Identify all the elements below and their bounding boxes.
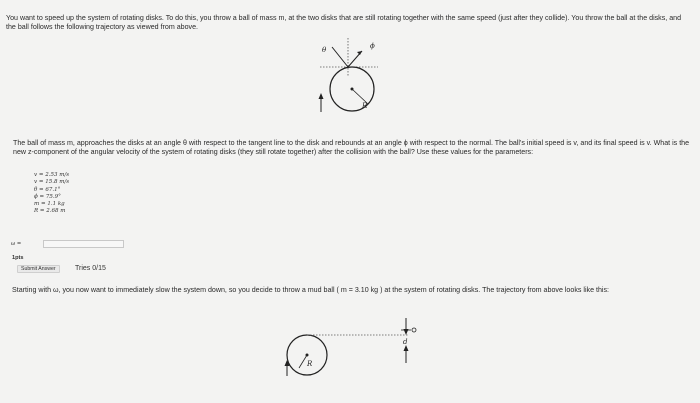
tries-counter: Tries 0/15 bbox=[75, 265, 106, 272]
param-phi: ϕ = 75.9° bbox=[34, 193, 61, 200]
radius-label: R bbox=[362, 102, 368, 110]
answer-label: ω = bbox=[11, 241, 22, 247]
points-label: 1pts bbox=[12, 255, 24, 261]
phi-label: ϕ bbox=[370, 42, 375, 50]
trajectory-figure-1 bbox=[300, 38, 410, 118]
submit-answer-button[interactable]: Submit Answer bbox=[17, 265, 60, 273]
d-label: d bbox=[403, 338, 408, 346]
param-m: m = 1.1 kg bbox=[34, 201, 65, 208]
param-vi: v = 2.53 m/s bbox=[34, 172, 70, 178]
answer-input[interactable] bbox=[43, 240, 124, 248]
param-vf: v = 15.8 m/s bbox=[34, 179, 70, 186]
radius-label-2: R bbox=[307, 360, 313, 368]
question-text: The ball of mass m, approaches the disks at an angle θ with respect to the tangent line to the disk and rebounds at an angle ϕ with respect to the normal. The ball's initial speed is v, and its final speed is v. What is the new z-component of the angular velocity of the system of rotating disks (they still rotate together) after the collision with the ball? Use these values for the parameters: bbox=[13, 139, 690, 157]
parameter-list bbox=[34, 172, 69, 216]
trajectory-figure-2 bbox=[270, 318, 430, 388]
intro-text: You want to speed up the system of rotating disks. To do this, you throw a ball of mass m, at the two disks that are still rotating together with the same speed (just after they collide). You throw the ball at the disks, and the ball follows the following trajectory as viewed from above. bbox=[6, 14, 682, 32]
param-r: R = 2.68 m bbox=[34, 208, 66, 215]
continuation-text: Starting with ω, you now want to immediately slow the system down, so you decide to throw a mud ball ( m = 3.10 kg ) at the system of rotating disks. The trajectory from above looks like this: bbox=[12, 286, 610, 294]
theta-label: θ bbox=[322, 46, 327, 54]
param-theta: θ = 67.1° bbox=[34, 186, 61, 193]
